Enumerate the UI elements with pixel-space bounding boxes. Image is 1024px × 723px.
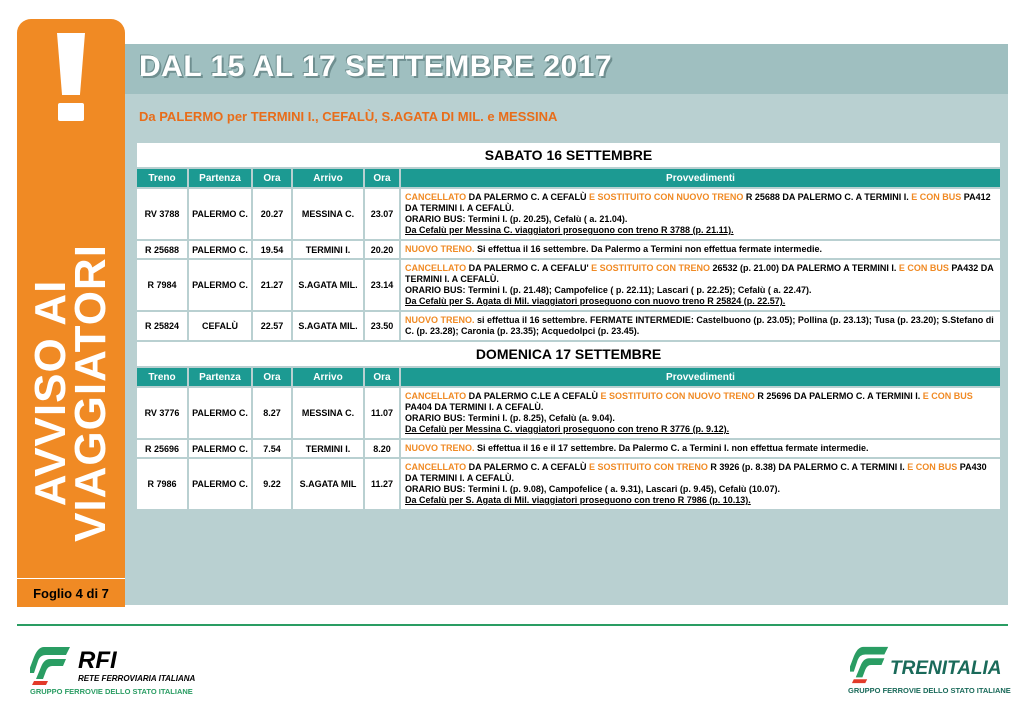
departure-station: PALERMO C. — [188, 387, 252, 439]
column-header: Arrivo — [292, 168, 364, 188]
trenitalia-name: TRENITALIA — [890, 658, 1002, 679]
bus-schedule: ORARIO BUS: Termini I. (p. 8.25), Cefalù (a. 9.04). — [405, 413, 615, 423]
column-header: Treno — [136, 168, 188, 188]
column-header: Provvedimenti — [400, 168, 1001, 188]
arrival-time: 23.50 — [364, 311, 400, 341]
bus-schedule: ORARIO BUS: Termini I. (p. 9.08), Campofelice ( a. 9.31), Lascari (p. 9.45), Cefalù (10.07). — [405, 484, 780, 494]
arrival-time: 20.20 — [364, 240, 400, 259]
rfi-group: GRUPPO FERROVIE DELLO STATO ITALIANE — [30, 687, 193, 696]
arrival-time: 8.20 — [364, 439, 400, 458]
departure-time: 8.27 — [252, 387, 292, 439]
column-header-row — [136, 168, 1001, 188]
train-number: RV 3788 — [136, 188, 188, 240]
arrival-station: MESSINA C. — [292, 387, 364, 439]
train-row — [136, 259, 1001, 311]
main-panel — [125, 44, 1008, 605]
replaced-flag: E SOSTITUITO CON TRENO — [589, 462, 708, 472]
timetable-table — [135, 141, 1002, 511]
train-number: R 7984 — [136, 259, 188, 311]
departure-station: PALERMO C. — [188, 259, 252, 311]
measure-text: R 25696 DA PALERMO C. A TERMINI I. — [754, 391, 923, 401]
column-header: Partenza — [188, 168, 252, 188]
arrival-time: 11.27 — [364, 458, 400, 510]
train-number: RV 3776 — [136, 387, 188, 439]
cancelled-flag: CANCELLATO — [405, 462, 467, 472]
replaced-flag: E SOSTITUITO CON NUOVO TRENO — [600, 391, 755, 401]
arrival-time: 23.14 — [364, 259, 400, 311]
measure-text: R 3926 (p. 8.38) DA PALERMO C. A TERMINI I. — [707, 462, 908, 472]
measure-text: PA404 DA TERMINI I. A CEFALÙ. — [405, 402, 544, 412]
measures-cell — [400, 240, 1001, 259]
departure-station: PALERMO C. — [188, 458, 252, 510]
bus-schedule: ORARIO BUS: Termini I. (p. 21.48); Campofelice ( p. 22.11); Lascari ( p. 22.25); Cefalù ( a. 22.47). — [405, 285, 812, 295]
exclamation-icon — [57, 33, 85, 95]
arrival-station: S.AGATA MIL. — [292, 259, 364, 311]
train-number: R 25688 — [136, 240, 188, 259]
timetable — [135, 141, 1000, 511]
new-train-flag: NUOVO TRENO. — [405, 443, 475, 453]
exclamation-dot — [58, 103, 84, 121]
bus-flag: E CON BUS — [907, 462, 958, 472]
connection-note: Da Cefalù per Messina C. viaggiatori proseguono con treno R 3776 (p. 9.12). — [405, 424, 730, 434]
column-header: Ora — [364, 367, 400, 387]
measures-cell — [400, 439, 1001, 458]
arrival-time: 23.07 — [364, 188, 400, 240]
notice-vertical-title — [26, 244, 115, 542]
bus-flag: E CON BUS — [911, 192, 962, 202]
measure-text: DA PALERMO C. A CEFALÙ — [466, 462, 590, 472]
rfi-logo — [30, 645, 200, 705]
departure-time: 9.22 — [252, 458, 292, 510]
day-label: SABATO 16 SETTEMBRE — [136, 142, 1001, 168]
cancelled-flag: CANCELLATO — [405, 263, 467, 273]
page-title: DAL 15 AL 17 SETTEMBRE 2017 — [139, 50, 613, 83]
measure-text: si effettua il 16 settembre. FERMATE INTERMEDIE: Castelbuono (p. 23.05); Pollina (p. 23.13); Tusa (p. 23.20); S.Stefano di C. (p. 23.28); Caronia (p. 23.35); Acquedolpci (p. 23.45). — [405, 315, 994, 336]
fs-logo-icon — [850, 644, 892, 684]
train-row — [136, 439, 1001, 458]
train-number: R 7986 — [136, 458, 188, 510]
measures-cell — [400, 259, 1001, 311]
new-train-flag: NUOVO TRENO. — [405, 315, 475, 325]
arrival-station: S.AGATA MIL. — [292, 311, 364, 341]
footer-divider — [17, 624, 1008, 626]
header-band — [125, 44, 1008, 94]
new-train-flag: NUOVO TRENO. — [405, 244, 475, 254]
trenitalia-group: GRUPPO FERROVIE DELLO STATO ITALIANE — [848, 686, 1011, 695]
route-subtitle: Da PALERMO per TERMINI I., CEFALÙ, S.AGATA DI MIL. e MESSINA — [139, 109, 558, 124]
replaced-flag: E SOSTITUITO CON NUOVO TRENO — [589, 192, 744, 202]
replaced-flag: E SOSTITUITO CON TRENO — [591, 263, 710, 273]
train-row — [136, 311, 1001, 341]
sheet-number: Foglio 4 di 7 — [17, 578, 125, 607]
measure-text: PA412 DA TERMINI I. A CEFALÙ. — [405, 192, 991, 213]
train-row — [136, 240, 1001, 259]
measure-text: DA PALERMO C.LE A CEFALÙ — [466, 391, 601, 401]
day-label: DOMENICA 17 SETTEMBRE — [136, 341, 1001, 367]
train-number: R 25824 — [136, 311, 188, 341]
departure-time: 7.54 — [252, 439, 292, 458]
bus-flag: E CON BUS — [898, 263, 949, 273]
column-header: Ora — [364, 168, 400, 188]
arrival-time: 11.07 — [364, 387, 400, 439]
column-header: Ora — [252, 367, 292, 387]
connection-note: Da Cefalù per S. Agata di Mil. viaggiatori proseguono con treno R 7986 (p. 10.13). — [405, 495, 751, 505]
departure-station: PALERMO C. — [188, 439, 252, 458]
rfi-full-name: RETE FERROVIARIA ITALIANA — [78, 674, 196, 683]
day-header-row — [136, 142, 1001, 168]
measure-text: PA430 DA TERMINI I. A CEFALÙ. — [405, 462, 987, 483]
train-row — [136, 188, 1001, 240]
train-number: R 25696 — [136, 439, 188, 458]
measures-cell — [400, 387, 1001, 439]
departure-station: CEFALÙ — [188, 311, 252, 341]
measures-cell — [400, 188, 1001, 240]
fs-logo-icon — [30, 645, 74, 685]
train-row — [136, 458, 1001, 510]
arrival-station: TERMINI I. — [292, 240, 364, 259]
column-header: Partenza — [188, 367, 252, 387]
column-header: Treno — [136, 367, 188, 387]
measure-text: 26532 (p. 21.00) DA PALERMO A TERMINI I. — [710, 263, 899, 273]
cancelled-flag: CANCELLATO — [405, 391, 467, 401]
measure-text: DA PALERMO C. A CEFALÙ — [466, 192, 590, 202]
cancelled-flag: CANCELLATO — [405, 192, 467, 202]
arrival-station: TERMINI I. — [292, 439, 364, 458]
column-header: Provvedimenti — [400, 367, 1001, 387]
departure-time: 20.27 — [252, 188, 292, 240]
departure-station: PALERMO C. — [188, 188, 252, 240]
measures-cell — [400, 458, 1001, 510]
notice-sidebar — [17, 19, 125, 605]
measure-text: R 25688 DA PALERMO C. A TERMINI I. — [743, 192, 912, 202]
measure-text: DA PALERMO C. A CEFALU' — [466, 263, 592, 273]
measure-text: Si effettua il 16 e il 17 settembre. Da Palermo C. a Termini I. non effettua fermate intermedie. — [474, 443, 869, 453]
bus-flag: E CON BUS — [922, 391, 973, 401]
arrival-station: MESSINA C. — [292, 188, 364, 240]
arrival-station: S.AGATA MIL — [292, 458, 364, 510]
column-header: Arrivo — [292, 367, 364, 387]
notice-line1: AVVISO AI — [26, 279, 75, 507]
connection-note: Da Cefalù per Messina C. viaggiatori proseguono con treno R 3788 (p. 21.11). — [405, 225, 734, 235]
day-header-row — [136, 341, 1001, 367]
rfi-name: RFI — [78, 647, 117, 674]
departure-time: 19.54 — [252, 240, 292, 259]
measure-text: Si effettua il 16 settembre. Da Palermo a Termini non effettua fermate intermedie. — [474, 244, 822, 254]
departure-station: PALERMO C. — [188, 240, 252, 259]
column-header: Ora — [252, 168, 292, 188]
measures-cell — [400, 311, 1001, 341]
measure-text: PA432 DA TERMINI I. A CEFALÙ. — [405, 263, 994, 284]
notice-line2: VIAGGIATORI — [66, 244, 115, 542]
departure-time: 22.57 — [252, 311, 292, 341]
departure-time: 21.27 — [252, 259, 292, 311]
column-header-row — [136, 367, 1001, 387]
train-row — [136, 387, 1001, 439]
trenitalia-logo — [848, 644, 1011, 704]
connection-note: Da Cefalù per S. Agata di Mil. viaggiatori proseguono con nuovo treno R 25824 (p. 22.57). — [405, 296, 786, 306]
bus-schedule: ORARIO BUS: Termini I. (p. 20.25), Cefalù ( a. 21.04). — [405, 214, 628, 224]
